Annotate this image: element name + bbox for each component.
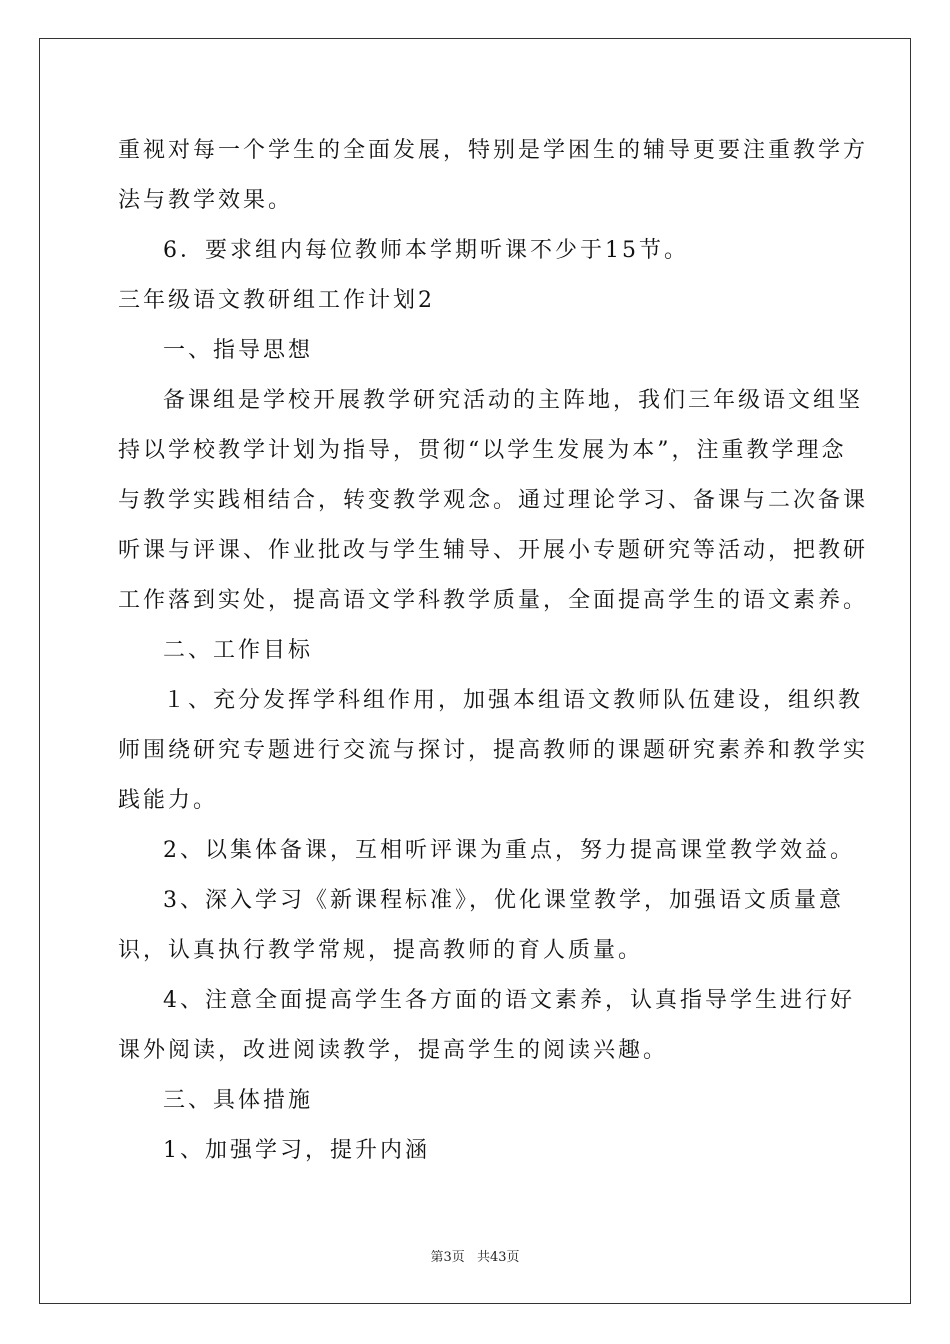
total-pages: 共43页 xyxy=(476,1250,520,1265)
paragraph-line: 4、注意全面提高学生各方面的语文素养，认真指导学生进行好 xyxy=(163,988,855,1013)
heading-measures: 三、具体措施 xyxy=(163,1088,314,1113)
paragraph-line: 3、深入学习《新课程标准》，优化课堂教学，加强语文质量意 xyxy=(163,888,844,913)
paragraph-line: １、充分发挥学科组作用，加强本组语文教师队伍建设，组织教 xyxy=(163,688,864,713)
paragraph-line: 践能力。 xyxy=(118,788,219,813)
paragraph-line: 持以学校教学计划为指导，贯彻“以学生发展为本”，注重教学理念 xyxy=(118,438,847,463)
paragraph-line: 师围绕研究专题进行交流与探讨，提高教师的课题研究素养和教学实 xyxy=(118,738,869,763)
heading-work-goals: 二、工作目标 xyxy=(163,638,314,663)
page-footer xyxy=(0,1246,950,1265)
paragraph-line: 6．要求组内每位教师本学期听课不少于15节。 xyxy=(163,238,689,263)
document-body xyxy=(118,126,869,1176)
paragraph-line: 法与教学效果。 xyxy=(118,188,294,213)
paragraph-line: 备课组是学校开展教学研究活动的主阵地，我们三年级语文组坚 xyxy=(163,388,864,413)
paragraph-line: 重视对每一个学生的全面发展，特别是学困生的辅导更要注重教学方 xyxy=(118,138,869,163)
paragraph-line: 工作落到实处，提高语文学科教学质量，全面提高学生的语文素养。 xyxy=(118,588,869,613)
paragraph-line: 听课与评课、作业批改与学生辅导、开展小专题研究等活动，把教研 xyxy=(118,538,869,563)
paragraph-line: 2、以集体备课，互相听评课为重点，努力提高课堂教学效益。 xyxy=(163,838,855,863)
page-number: 第3页 xyxy=(430,1250,465,1265)
paragraph-line: 课外阅读，改进阅读教学，提高学生的阅读兴趣。 xyxy=(118,1038,669,1063)
paragraph-line: 1、加强学习，提升内涵 xyxy=(163,1138,430,1163)
heading-guiding-thought: 一、指导思想 xyxy=(163,338,314,363)
paragraph-line: 与教学实践相结合，转变教学观念。通过理论学习、备课与二次备课 xyxy=(118,488,869,513)
section-title: 三年级语文教研组工作计划2 xyxy=(118,288,435,313)
paragraph-line: 识，认真执行教学常规，提高教师的育人质量。 xyxy=(118,938,644,963)
